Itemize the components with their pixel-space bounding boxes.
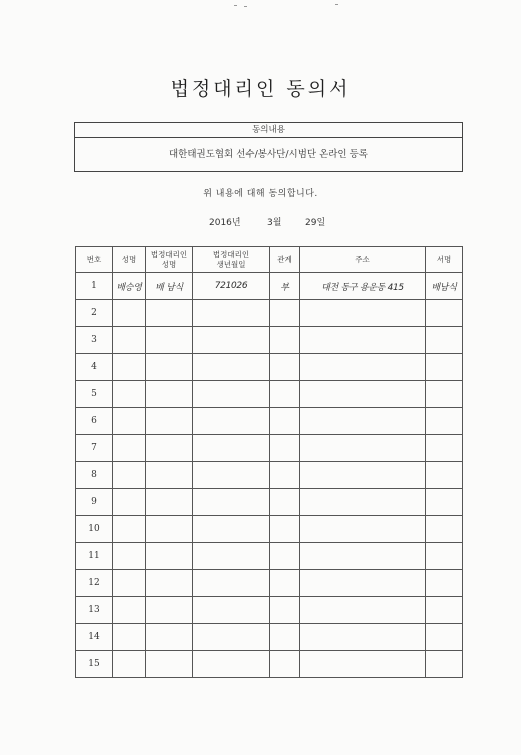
address xyxy=(300,381,426,408)
student-name xyxy=(113,408,146,435)
table-row xyxy=(76,273,463,300)
scan-speck xyxy=(335,4,338,5)
relation xyxy=(270,435,300,462)
row-number: 12 xyxy=(76,570,113,597)
address xyxy=(300,489,426,516)
guardian-birthdate xyxy=(193,462,270,489)
consent-content-box xyxy=(74,122,463,172)
document-title: 법정대리인 동의서 xyxy=(170,78,351,100)
guardian-name xyxy=(146,570,193,597)
address xyxy=(300,462,426,489)
signature xyxy=(426,489,463,516)
guardian-name: 배 남식 xyxy=(146,273,193,300)
row-number: 4 xyxy=(76,354,113,381)
row-number: 9 xyxy=(76,489,113,516)
signature: 배남식 xyxy=(426,273,463,300)
address xyxy=(300,327,426,354)
relation xyxy=(270,381,300,408)
address xyxy=(300,354,426,381)
guardian-birthdate xyxy=(193,381,270,408)
signature xyxy=(426,597,463,624)
guardian-name xyxy=(146,408,193,435)
row-number: 15 xyxy=(76,651,113,678)
student-name xyxy=(113,516,146,543)
relation xyxy=(270,408,300,435)
table-row xyxy=(76,462,463,489)
guardian-birthdate xyxy=(193,624,270,651)
guardian-birthdate xyxy=(193,408,270,435)
address xyxy=(300,408,426,435)
table-row xyxy=(76,651,463,678)
row-number: 11 xyxy=(76,543,113,570)
student-name: 배승영 xyxy=(113,273,146,300)
relation xyxy=(270,624,300,651)
guardian-name xyxy=(146,516,193,543)
address xyxy=(300,435,426,462)
guardian-birthdate xyxy=(193,597,270,624)
signature xyxy=(426,381,463,408)
header-number: 번호 xyxy=(76,247,113,273)
relation xyxy=(270,543,300,570)
header-guardian-name: 법정대리인 성명 xyxy=(146,247,193,273)
signature xyxy=(426,408,463,435)
row-number: 3 xyxy=(76,327,113,354)
table-row xyxy=(76,543,463,570)
student-name xyxy=(113,300,146,327)
address: 대전 동구 용운동 415 xyxy=(300,273,426,300)
relation xyxy=(270,462,300,489)
guardian-name xyxy=(146,651,193,678)
guardian-name xyxy=(146,597,193,624)
address xyxy=(300,624,426,651)
guardian-name xyxy=(146,489,193,516)
relation: 부 xyxy=(270,273,300,300)
guardian-birthdate xyxy=(193,354,270,381)
consent-heading: 동의내용 xyxy=(75,123,462,138)
table-row xyxy=(76,516,463,543)
address xyxy=(300,651,426,678)
signature xyxy=(426,624,463,651)
guardian-birthdate xyxy=(193,300,270,327)
signature xyxy=(426,462,463,489)
signature xyxy=(426,570,463,597)
guardian-name xyxy=(146,327,193,354)
agreement-statement: 위 내용에 대해 동의합니다. xyxy=(203,189,318,199)
row-number: 1 xyxy=(76,273,113,300)
signature xyxy=(426,300,463,327)
table-row xyxy=(76,489,463,516)
date-month: 3월 xyxy=(267,218,282,228)
guardian-name xyxy=(146,543,193,570)
student-name xyxy=(113,354,146,381)
relation xyxy=(270,489,300,516)
guardian-birthdate xyxy=(193,435,270,462)
student-name xyxy=(113,462,146,489)
table-row xyxy=(76,570,463,597)
header-signature: 서명 xyxy=(426,247,463,273)
relation xyxy=(270,516,300,543)
student-name xyxy=(113,570,146,597)
student-name xyxy=(113,489,146,516)
consent-text: 대한태권도협회 선수/봉사단/시범단 온라인 등록 xyxy=(168,149,368,160)
student-name xyxy=(113,435,146,462)
guardian-name xyxy=(146,624,193,651)
date-day: 29일 xyxy=(305,218,326,228)
guardian-birthdate xyxy=(193,327,270,354)
guardian-birthdate: 721026 xyxy=(193,273,270,300)
guardian-birthdate xyxy=(193,489,270,516)
table-row xyxy=(76,381,463,408)
header-guardian-birthdate: 법정대리인 생년월일 xyxy=(193,247,270,273)
guardian-birthdate xyxy=(193,570,270,597)
address xyxy=(300,543,426,570)
table-header-row xyxy=(76,247,463,273)
guardian-birthdate xyxy=(193,516,270,543)
signature xyxy=(426,435,463,462)
student-name xyxy=(113,543,146,570)
student-name xyxy=(113,651,146,678)
row-number: 6 xyxy=(76,408,113,435)
table-row xyxy=(76,327,463,354)
address xyxy=(300,597,426,624)
guardian-name xyxy=(146,300,193,327)
row-number: 14 xyxy=(76,624,113,651)
header-name: 성명 xyxy=(113,247,146,273)
scan-speck xyxy=(244,6,247,7)
row-number: 13 xyxy=(76,597,113,624)
guardian-name xyxy=(146,435,193,462)
row-number: 2 xyxy=(76,300,113,327)
row-number: 8 xyxy=(76,462,113,489)
guardian-birthdate xyxy=(193,543,270,570)
guardian-birthdate xyxy=(193,651,270,678)
relation xyxy=(270,327,300,354)
scan-speck xyxy=(234,5,237,6)
student-name xyxy=(113,597,146,624)
guardian-roster-table xyxy=(75,246,463,678)
student-name xyxy=(113,381,146,408)
table-row xyxy=(76,300,463,327)
date-year: 2016년 xyxy=(209,218,241,228)
guardian-name xyxy=(146,462,193,489)
table-row xyxy=(76,624,463,651)
relation xyxy=(270,570,300,597)
table-row xyxy=(76,408,463,435)
signature xyxy=(426,651,463,678)
relation xyxy=(270,651,300,678)
signature xyxy=(426,354,463,381)
relation xyxy=(270,354,300,381)
table-row xyxy=(76,435,463,462)
address xyxy=(300,516,426,543)
table-row xyxy=(76,354,463,381)
row-number: 10 xyxy=(76,516,113,543)
signature xyxy=(426,327,463,354)
table-row xyxy=(76,597,463,624)
address xyxy=(300,570,426,597)
row-number: 7 xyxy=(76,435,113,462)
student-name xyxy=(113,624,146,651)
address xyxy=(300,300,426,327)
relation xyxy=(270,300,300,327)
guardian-name xyxy=(146,381,193,408)
signature xyxy=(426,516,463,543)
header-address: 주소 xyxy=(300,247,426,273)
guardian-name xyxy=(146,354,193,381)
table-body xyxy=(76,273,463,678)
row-number: 5 xyxy=(76,381,113,408)
relation xyxy=(270,597,300,624)
header-relation: 관계 xyxy=(270,247,300,273)
student-name xyxy=(113,327,146,354)
signature xyxy=(426,543,463,570)
